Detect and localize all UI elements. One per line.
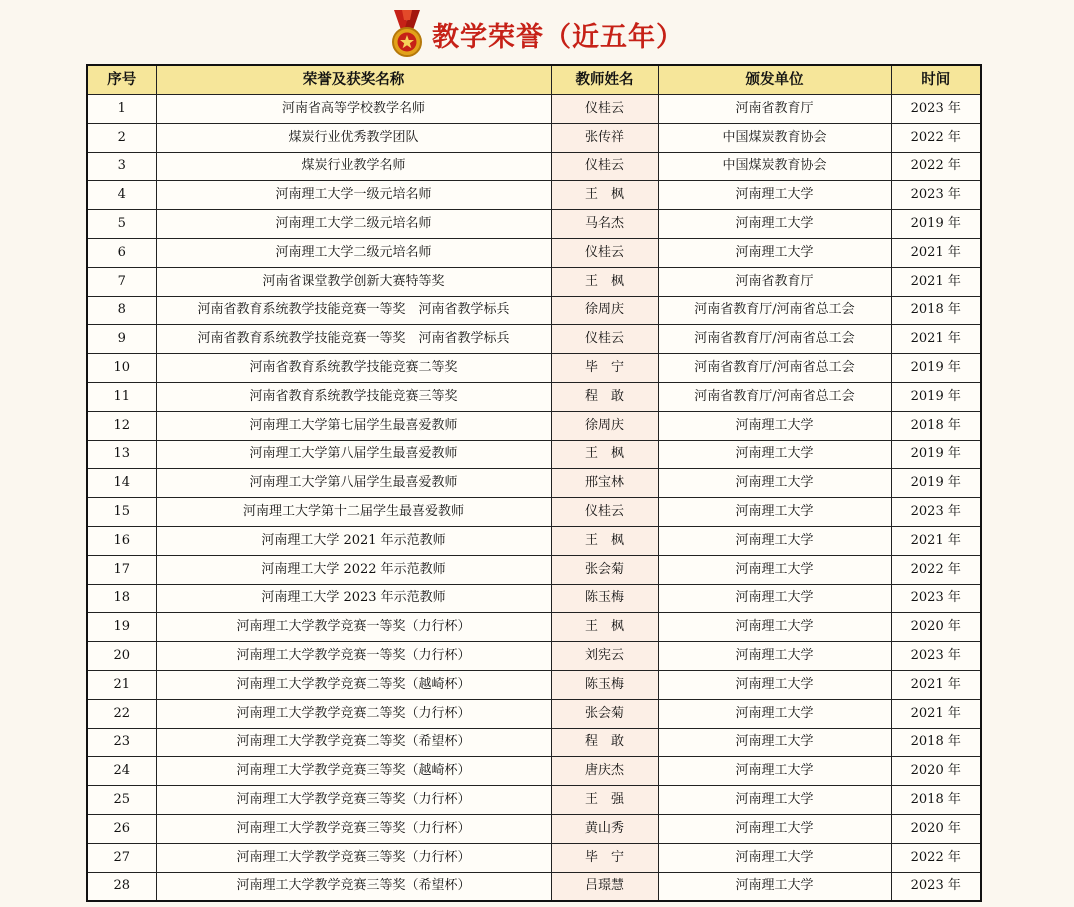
cell-honor-name: 河南理工大学 2022 年示范教师: [156, 555, 551, 584]
cell-issuer: 河南理工大学: [658, 699, 891, 728]
cell-issuer: 河南理工大学: [658, 642, 891, 671]
cell-honor-name: 河南理工大学第七届学生最喜爱教师: [156, 411, 551, 440]
table-row: [87, 325, 981, 354]
cell-honor-name: 河南理工大学第八届学生最喜爱教师: [156, 469, 551, 498]
cell-index: 11: [87, 382, 156, 411]
cell-honor-name: 河南省课堂教学创新大赛特等奖: [156, 267, 551, 296]
cell-year: 2018 年: [891, 728, 981, 757]
cell-teacher-name: 王 枫: [551, 526, 658, 555]
cell-teacher-name: 毕 宁: [551, 843, 658, 872]
cell-year: 2021 年: [891, 238, 981, 267]
table-row: [87, 238, 981, 267]
cell-index: 23: [87, 728, 156, 757]
cell-index: 13: [87, 440, 156, 469]
cell-teacher-name: 仪桂云: [551, 152, 658, 181]
header-index: 序号: [87, 65, 156, 95]
cell-index: 26: [87, 814, 156, 843]
cell-year: 2023 年: [891, 642, 981, 671]
cell-issuer: 河南省教育厅: [658, 267, 891, 296]
cell-teacher-name: 马名杰: [551, 210, 658, 239]
cell-index: 27: [87, 843, 156, 872]
cell-teacher-name: 王 强: [551, 786, 658, 815]
cell-issuer: 河南理工大学: [658, 440, 891, 469]
cell-teacher-name: 唐庆杰: [551, 757, 658, 786]
cell-honor-name: 河南省教育系统教学技能竞赛三等奖: [156, 382, 551, 411]
cell-year: 2021 年: [891, 267, 981, 296]
cell-index: 2: [87, 123, 156, 152]
cell-year: 2020 年: [891, 757, 981, 786]
table-row: [87, 382, 981, 411]
cell-year: 2023 年: [891, 498, 981, 527]
cell-index: 24: [87, 757, 156, 786]
table-row: [87, 411, 981, 440]
cell-issuer: 河南理工大学: [658, 210, 891, 239]
table-row: [87, 872, 981, 901]
cell-year: 2019 年: [891, 382, 981, 411]
cell-teacher-name: 邢宝林: [551, 469, 658, 498]
cell-year: 2019 年: [891, 469, 981, 498]
cell-issuer: 河南理工大学: [658, 872, 891, 901]
table-row: [87, 699, 981, 728]
cell-teacher-name: 吕璟慧: [551, 872, 658, 901]
cell-year: 2020 年: [891, 814, 981, 843]
cell-year: 2021 年: [891, 325, 981, 354]
table-row: [87, 181, 981, 210]
table-row: [87, 440, 981, 469]
cell-issuer: 河南理工大学: [658, 555, 891, 584]
cell-teacher-name: 仪桂云: [551, 498, 658, 527]
cell-issuer: 河南省教育厅/河南省总工会: [658, 382, 891, 411]
cell-issuer: 河南理工大学: [658, 728, 891, 757]
table-row: [87, 728, 981, 757]
cell-year: 2021 年: [891, 699, 981, 728]
cell-index: 14: [87, 469, 156, 498]
cell-index: 22: [87, 699, 156, 728]
cell-year: 2019 年: [891, 440, 981, 469]
cell-index: 28: [87, 872, 156, 901]
cell-issuer: 中国煤炭教育协会: [658, 152, 891, 181]
cell-index: 3: [87, 152, 156, 181]
cell-honor-name: 河南理工大学一级元培名师: [156, 181, 551, 210]
table-row: [87, 555, 981, 584]
cell-index: 6: [87, 238, 156, 267]
cell-year: 2018 年: [891, 786, 981, 815]
cell-honor-name: 河南理工大学第十二届学生最喜爱教师: [156, 498, 551, 527]
cell-index: 18: [87, 584, 156, 613]
cell-teacher-name: 王 枫: [551, 440, 658, 469]
cell-index: 8: [87, 296, 156, 325]
cell-teacher-name: 王 枫: [551, 613, 658, 642]
cell-honor-name: 河南理工大学教学竞赛一等奖（力行杯）: [156, 642, 551, 671]
cell-honor-name: 河南理工大学教学竞赛二等奖（越崎杯）: [156, 670, 551, 699]
cell-issuer: 河南理工大学: [658, 786, 891, 815]
cell-honor-name: 河南省高等学校教学名师: [156, 95, 551, 124]
cell-honor-name: 河南理工大学教学竞赛二等奖（力行杯）: [156, 699, 551, 728]
cell-teacher-name: 毕 宁: [551, 354, 658, 383]
cell-teacher-name: 王 枫: [551, 267, 658, 296]
cell-year: 2018 年: [891, 411, 981, 440]
cell-honor-name: 河南理工大学教学竞赛一等奖（力行杯）: [156, 613, 551, 642]
cell-teacher-name: 程 敢: [551, 382, 658, 411]
cell-teacher-name: 张会菊: [551, 555, 658, 584]
table-row: [87, 584, 981, 613]
cell-teacher-name: 黄山秀: [551, 814, 658, 843]
table-row: [87, 123, 981, 152]
cell-index: 4: [87, 181, 156, 210]
page-title: 教学荣誉（近五年）: [432, 21, 684, 53]
table-body: [87, 95, 981, 902]
table-row: [87, 526, 981, 555]
cell-index: 1: [87, 95, 156, 124]
cell-issuer: 河南理工大学: [658, 843, 891, 872]
honors-table: [86, 64, 982, 902]
cell-year: 2022 年: [891, 843, 981, 872]
cell-issuer: 河南理工大学: [658, 469, 891, 498]
cell-year: 2019 年: [891, 354, 981, 383]
cell-year: 2020 年: [891, 613, 981, 642]
cell-issuer: 中国煤炭教育协会: [658, 123, 891, 152]
cell-index: 17: [87, 555, 156, 584]
cell-year: 2021 年: [891, 670, 981, 699]
header-honor-name: 荣誉及获奖名称: [156, 65, 551, 95]
header-issuer: 颁发单位: [658, 65, 891, 95]
cell-honor-name: 煤炭行业教学名师: [156, 152, 551, 181]
table-row: [87, 642, 981, 671]
table-row: [87, 786, 981, 815]
cell-year: 2018 年: [891, 296, 981, 325]
cell-honor-name: 河南省教育系统教学技能竞赛二等奖: [156, 354, 551, 383]
cell-honor-name: 河南省教育系统教学技能竞赛一等奖 河南省教学标兵: [156, 296, 551, 325]
cell-issuer: 河南理工大学: [658, 238, 891, 267]
cell-index: 19: [87, 613, 156, 642]
cell-honor-name: 河南理工大学教学竞赛二等奖（希望杯）: [156, 728, 551, 757]
header-teacher-name: 教师姓名: [551, 65, 658, 95]
cell-teacher-name: 仪桂云: [551, 238, 658, 267]
table-row: [87, 757, 981, 786]
cell-index: 12: [87, 411, 156, 440]
table-row: [87, 267, 981, 296]
title-bar: [0, 6, 1074, 62]
cell-teacher-name: 张传祥: [551, 123, 658, 152]
cell-teacher-name: 仪桂云: [551, 325, 658, 354]
cell-teacher-name: 陈玉梅: [551, 584, 658, 613]
cell-year: 2023 年: [891, 95, 981, 124]
table-row: [87, 95, 981, 124]
cell-year: 2023 年: [891, 584, 981, 613]
cell-teacher-name: 徐周庆: [551, 296, 658, 325]
cell-honor-name: 河南理工大学二级元培名师: [156, 210, 551, 239]
table-row: [87, 469, 981, 498]
cell-honor-name: 河南理工大学教学竞赛三等奖（越崎杯）: [156, 757, 551, 786]
cell-honor-name: 河南理工大学教学竞赛三等奖（希望杯）: [156, 872, 551, 901]
cell-issuer: 河南理工大学: [658, 411, 891, 440]
cell-issuer: 河南理工大学: [658, 584, 891, 613]
cell-honor-name: 河南理工大学教学竞赛三等奖（力行杯）: [156, 843, 551, 872]
cell-issuer: 河南省教育厅/河南省总工会: [658, 296, 891, 325]
cell-issuer: 河南理工大学: [658, 181, 891, 210]
table-row: [87, 498, 981, 527]
table-row: [87, 670, 981, 699]
cell-issuer: 河南理工大学: [658, 670, 891, 699]
cell-index: 16: [87, 526, 156, 555]
cell-index: 7: [87, 267, 156, 296]
cell-honor-name: 河南理工大学教学竞赛三等奖（力行杯）: [156, 786, 551, 815]
cell-index: 9: [87, 325, 156, 354]
cell-honor-name: 煤炭行业优秀教学团队: [156, 123, 551, 152]
table-row: [87, 814, 981, 843]
cell-year: 2022 年: [891, 555, 981, 584]
cell-issuer: 河南省教育厅/河南省总工会: [658, 354, 891, 383]
cell-index: 10: [87, 354, 156, 383]
cell-teacher-name: 仪桂云: [551, 95, 658, 124]
cell-honor-name: 河南理工大学教学竞赛三等奖（力行杯）: [156, 814, 551, 843]
medal-icon: [390, 10, 424, 58]
table-row: [87, 296, 981, 325]
cell-honor-name: 河南理工大学 2023 年示范教师: [156, 584, 551, 613]
cell-issuer: 河南理工大学: [658, 526, 891, 555]
cell-index: 5: [87, 210, 156, 239]
cell-issuer: 河南理工大学: [658, 498, 891, 527]
cell-teacher-name: 王 枫: [551, 181, 658, 210]
table-header-row: [87, 65, 981, 95]
cell-year: 2019 年: [891, 210, 981, 239]
cell-teacher-name: 徐周庆: [551, 411, 658, 440]
table-row: [87, 152, 981, 181]
cell-teacher-name: 刘宪云: [551, 642, 658, 671]
cell-teacher-name: 张会菊: [551, 699, 658, 728]
table-row: [87, 210, 981, 239]
table-row: [87, 843, 981, 872]
header-year: 时间: [891, 65, 981, 95]
cell-honor-name: 河南理工大学第八届学生最喜爱教师: [156, 440, 551, 469]
cell-issuer: 河南省教育厅/河南省总工会: [658, 325, 891, 354]
cell-teacher-name: 程 敢: [551, 728, 658, 757]
cell-index: 15: [87, 498, 156, 527]
cell-year: 2022 年: [891, 123, 981, 152]
cell-year: 2023 年: [891, 181, 981, 210]
cell-index: 20: [87, 642, 156, 671]
cell-issuer: 河南理工大学: [658, 814, 891, 843]
cell-year: 2022 年: [891, 152, 981, 181]
table-row: [87, 354, 981, 383]
cell-year: 2023 年: [891, 872, 981, 901]
cell-year: 2021 年: [891, 526, 981, 555]
cell-honor-name: 河南省教育系统教学技能竞赛一等奖 河南省教学标兵: [156, 325, 551, 354]
cell-honor-name: 河南理工大学 2021 年示范教师: [156, 526, 551, 555]
cell-issuer: 河南理工大学: [658, 613, 891, 642]
cell-index: 25: [87, 786, 156, 815]
cell-index: 21: [87, 670, 156, 699]
cell-honor-name: 河南理工大学二级元培名师: [156, 238, 551, 267]
cell-issuer: 河南省教育厅: [658, 95, 891, 124]
cell-issuer: 河南理工大学: [658, 757, 891, 786]
cell-teacher-name: 陈玉梅: [551, 670, 658, 699]
table-row: [87, 613, 981, 642]
